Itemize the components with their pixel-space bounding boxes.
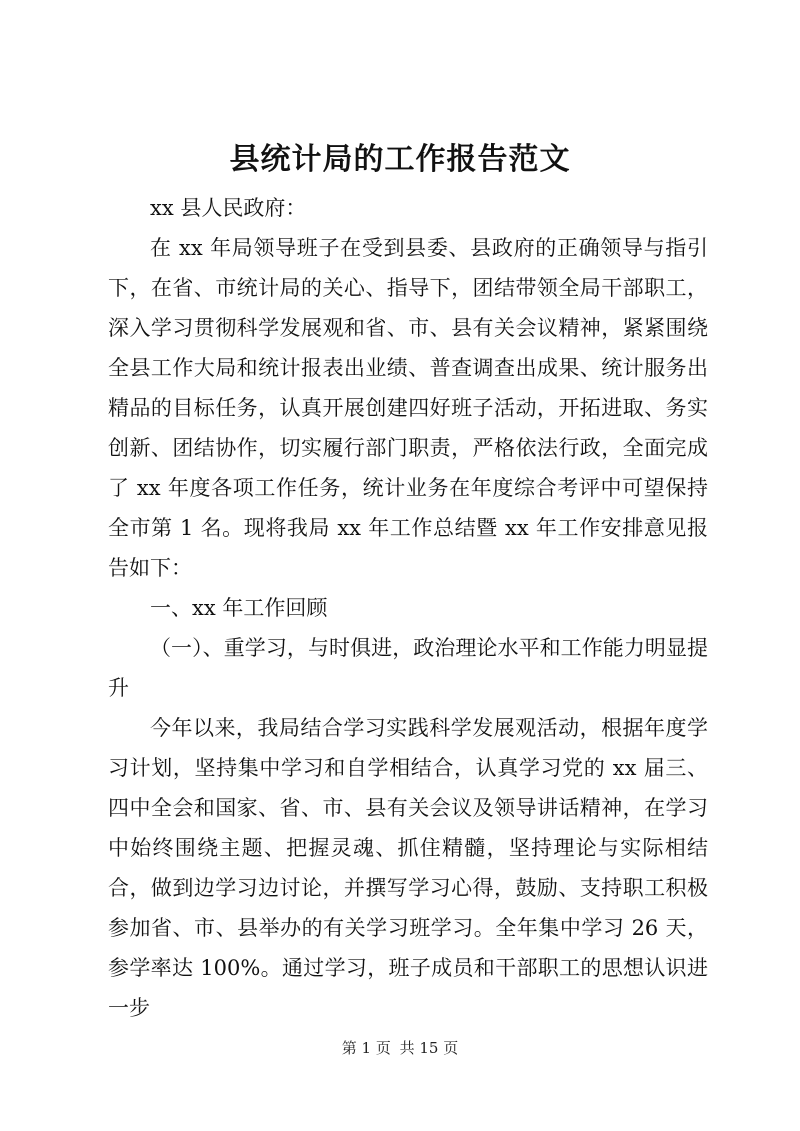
document-body	[108, 188, 708, 1028]
section-heading: 一、xx 年工作回顾	[150, 596, 328, 620]
subsection-heading: （一）、重学习，与时俱进，政治理论水平和工作能力明显提升	[108, 636, 708, 700]
body-paragraph: 今年以来，我局结合学习实践科学发展观活动，根据年度学习计划，坚持集中学习和自学相结合，认真学习党的 xx 届三、四中全会和国家、省、市、县有关会议及领导讲话精神，在学习中始终围绕主题、把握灵魂、抓住精髓，坚持理论与实际相结合，做到边学习边讨论，并撰写学习心得，鼓励、支持职工积极参加省、市、县举办的有关学习班学习。全年集中学习 26 天，参学率达 100%。通过学习，班子成员和干部职工的思想认识进一步	[108, 716, 708, 1020]
intro-paragraph: 在 xx 年局领导班子在受到县委、县政府的正确领导与指引下，在省、市统计局的关心、指导下，团结带领全局干部职工，深入学习贯彻科学发展观和省、市、县有关会议精神，紧紧围绕全县工作大局和统计报表出业绩、普查调查出成果、统计服务出精品的目标任务，认真开展创建四好班子活动，开拓进取、务实创新、团结协作，切实履行部门职责，严格依法行政，全面完成了 xx 年度各项工作任务，统计业务在年度综合考评中可望保持全市第 1 名。现将我局 xx 年工作总结暨 xx 年工作安排意见报告如下：	[108, 236, 708, 580]
page-number: 第 1 页	[341, 1039, 391, 1057]
salutation: xx 县人民政府：	[150, 196, 307, 220]
page-total: 共 15 页	[399, 1039, 459, 1057]
document-title: 县统计局的工作报告范文	[229, 142, 571, 177]
page-footer	[0, 1037, 800, 1059]
